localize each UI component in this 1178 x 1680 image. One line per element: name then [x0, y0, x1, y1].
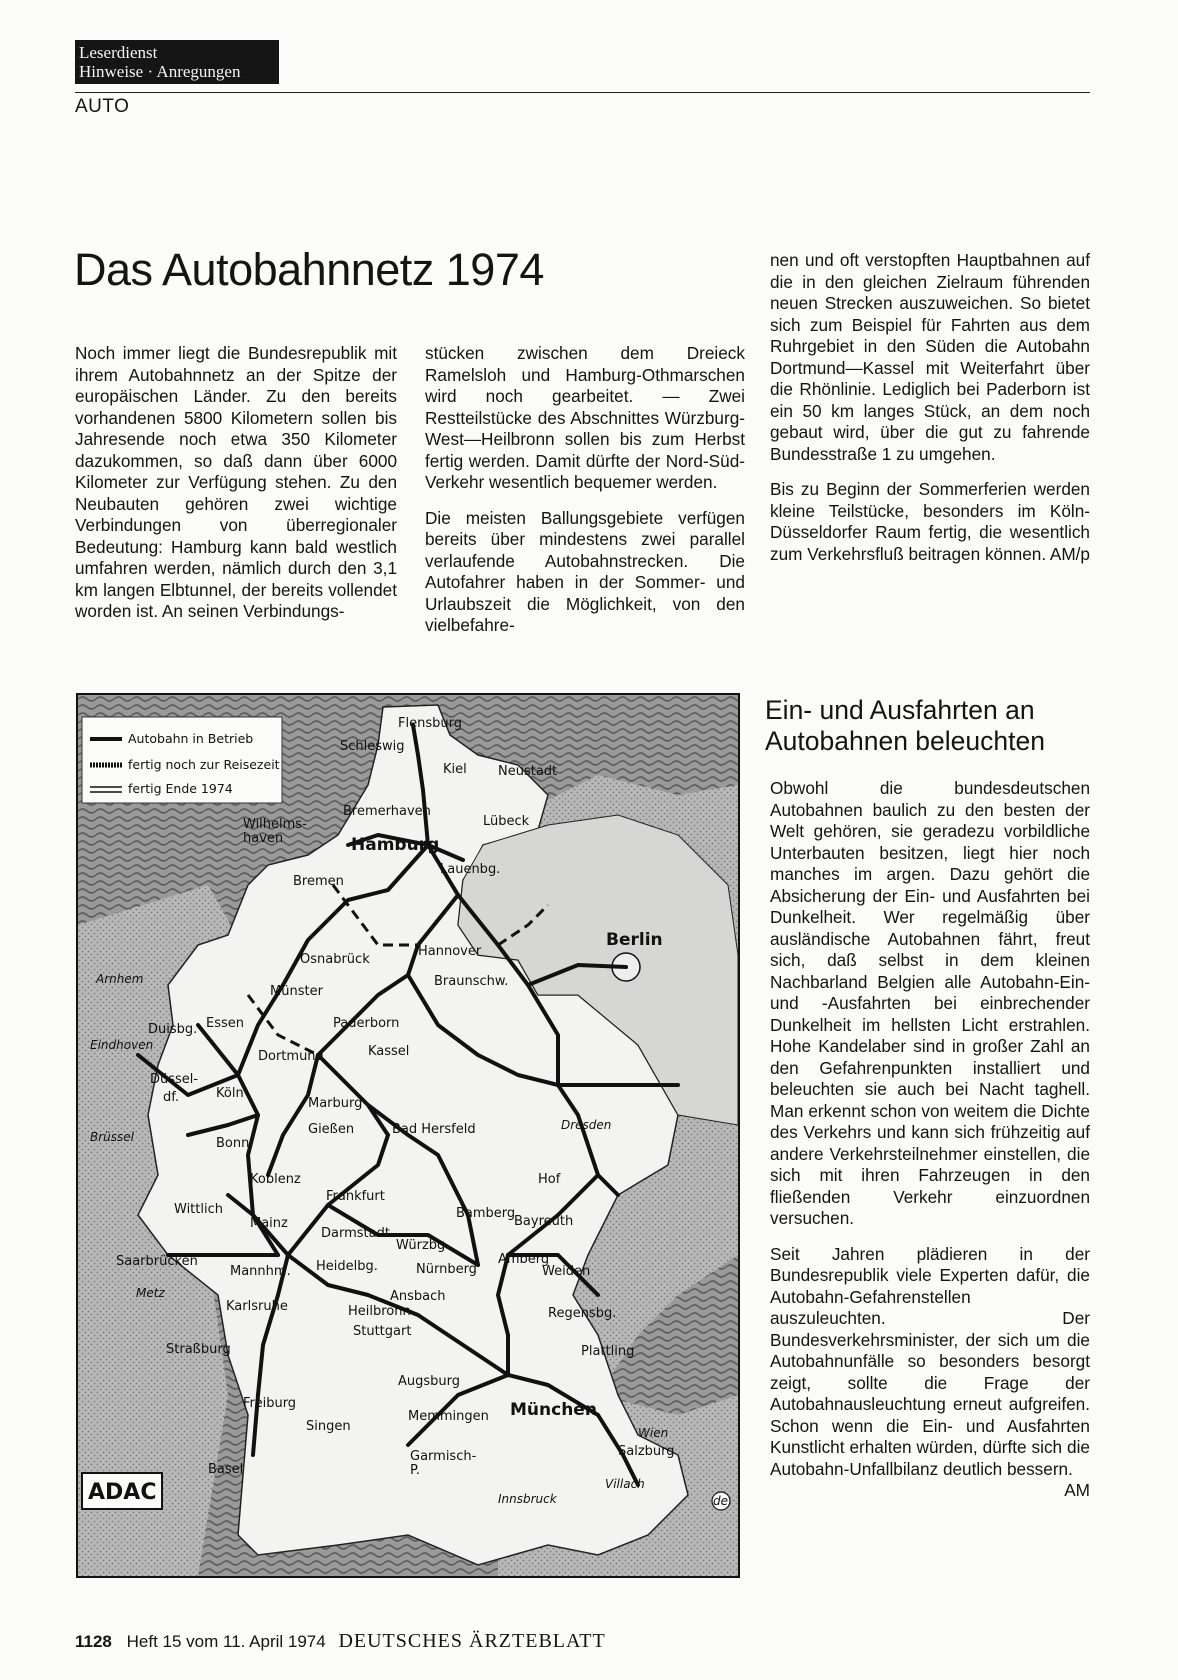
city-label-giessen: Gießen — [308, 1122, 355, 1137]
page-number: 1128 — [75, 1632, 112, 1651]
city-label-hof: Hof — [538, 1172, 561, 1187]
city-label-karlsruhe: Karlsruhe — [226, 1299, 288, 1314]
city-label-lauenbg: Lauenbg. — [440, 862, 501, 877]
city-label-df: df. — [163, 1090, 180, 1105]
author-signature: AM — [1064, 1480, 1090, 1500]
city-label-eindhoven: Eindhoven — [90, 1038, 154, 1052]
article-column-2 — [425, 343, 745, 651]
city-label-koblenz: Koblenz — [250, 1172, 301, 1187]
city-label-bonn: Bonn — [216, 1136, 250, 1151]
city-label-muenchen: München — [510, 1400, 597, 1420]
city-label-neustadt: Neustadt — [498, 764, 558, 779]
rubric-line-2: Hinweise · Anregungen — [79, 62, 241, 81]
city-label-basel: Basel — [208, 1462, 244, 1477]
city-label-darmstadt: Darmstadt — [321, 1226, 390, 1241]
city-label-koeln: Köln — [216, 1086, 244, 1101]
rubric-box — [75, 40, 279, 84]
city-label-mainz: Mainz — [250, 1216, 288, 1231]
city-label-wuerzbg: Würzbg. — [396, 1238, 450, 1253]
city-label-berlin: Berlin — [606, 930, 663, 950]
city-label-hamburg: Hamburg — [351, 835, 440, 855]
city-label-heilbronn: Heilbronn — [348, 1304, 411, 1319]
section-label: AUTO — [75, 96, 130, 117]
city-label-wilhelmshaven: Wilhelms-haven — [243, 817, 307, 846]
city-label-luebeck: Lübeck — [483, 814, 530, 829]
city-label-bayreuth: Bayreuth — [514, 1214, 574, 1229]
city-label-bruessel: Brüssel — [90, 1130, 134, 1144]
page-footer — [75, 1630, 606, 1653]
city-label-bad-hersfeld: Bad Hersfeld — [392, 1122, 476, 1137]
city-label-duisbg: Duisbg. — [148, 1022, 198, 1037]
city-label-salzburg: Salzburg — [618, 1444, 675, 1459]
paragraph: Die meisten Ballungsgebiete verfügen bereits über mindestens zwei parallel verlaufende Autobahnstrecken. Die Autofahrer haben in der Sommer- und Urlaubszeit die Möglichkeit, von den vielbefahre- — [425, 507, 745, 635]
city-label-osnabrueck: Osnabrück — [300, 952, 370, 967]
city-label-braunschw: Braunschw. — [434, 974, 509, 989]
city-label-innsbruck: Innsbruck — [498, 1492, 557, 1506]
city-label-strassburg: Straßburg — [166, 1342, 231, 1357]
legend-item-in-service: Autobahn in Betrieb — [128, 731, 254, 746]
city-label-memmingen: Memmingen — [408, 1409, 489, 1424]
city-label-heidelbg: Heidelbg. — [316, 1259, 378, 1274]
city-label-paderborn: Paderborn — [333, 1016, 400, 1031]
city-label-bremerhaven: Bremerhaven — [343, 804, 431, 819]
city-label-mannhm: Mannhm. — [230, 1264, 291, 1279]
article-column-3 — [770, 250, 1090, 579]
copyright-mark — [712, 1492, 730, 1510]
paragraph — [770, 1243, 1090, 1500]
rubric-line-1: Leserdienst — [79, 43, 158, 62]
city-label-freiburg: Freiburg — [243, 1396, 297, 1411]
city-label-hannover: Hannover — [418, 944, 482, 959]
city-label-amberg: Amberg — [498, 1252, 550, 1267]
paragraph-text: Bis zu Beginn der Sommerferien werden kleine Teilstücke, besonders im Köln-Düsseldorfer Raum fertig, die wesentlich zum Verkehrsfluß beitragen können. — [770, 479, 1090, 564]
adac-badge — [82, 1473, 162, 1509]
city-label-dresden: Dresden — [561, 1118, 612, 1132]
city-label-garmisch: Garmisch-P. — [410, 1449, 477, 1478]
paragraph: Obwohl die bundesdeutschen Autobahnen baulich zu den besten der Welt gehören, sie geradezu vorbildliche Unterbauten besitzen, liegt hier noch manches im argen. Dazu gehört die Absicherung der Ein- und Ausfahrten bei Dunkelheit. Wer regelmäßig über ausländische Autobahnen fährt, freut sich, daß selbst in dem kleinen Nachbarland Belgien alle Autobahn-Ein- und -Ausfahrten bei einbrechender Dunkelheit im hellsten Licht erstrahlen. Hohe Kandelaber sind in großer Zahl an den Gefahrenpunkten installiert und beleuchten sie auch bei Nacht taghell. Man erkennt schon von weitem die Dichte des Verkehrs und kann sich frühzeitig auf andere Verkehrsteilnehmer einstellen, die sich mit ihren Fahrzeugen in den fließenden Verkehr einzuordnen versuchen. — [770, 778, 1090, 1228]
issue-info: Heft 15 vom 11. April 1974 — [126, 1632, 326, 1651]
legend-item-ready-travel-season: fertig noch zur Reisezeit — [128, 757, 280, 772]
city-label-dortmund: Dortmund — [258, 1049, 324, 1064]
city-label-plattling: Plattling — [581, 1344, 635, 1359]
city-label-bamberg: Bamberg — [456, 1206, 516, 1221]
city-label-flensburg: Flensburg — [398, 716, 462, 731]
city-label-ansbach: Ansbach — [390, 1289, 446, 1304]
city-label-wien: Wien — [638, 1426, 669, 1440]
copyright-mark-text: de — [713, 1494, 728, 1508]
header-rule — [75, 92, 1090, 93]
city-label-weiden: Weiden — [542, 1264, 591, 1279]
city-label-frankfurt: Frankfurt — [326, 1189, 385, 1204]
city-label-augsburg: Augsburg — [398, 1374, 461, 1389]
autobahn-map-svg — [78, 695, 738, 1576]
journal-name: DEUTSCHES ÄRZTEBLATT — [338, 1630, 606, 1652]
city-label-stuttgart: Stuttgart — [353, 1324, 412, 1339]
city-label-schleswig: Schleswig — [340, 739, 405, 754]
city-label-metz: Metz — [136, 1286, 165, 1300]
city-label-singen: Singen — [306, 1419, 351, 1434]
article-column-1 — [75, 343, 397, 637]
article-2-title: Ein- und Ausfahrten an Autobahnen beleuchten — [765, 695, 1045, 756]
city-label-kassel: Kassel — [368, 1044, 410, 1059]
autobahn-map — [76, 693, 740, 1578]
city-label-duessel: Düssel- — [150, 1072, 199, 1087]
article-title: Das Autobahnnetz 1974 — [74, 244, 544, 295]
legend-item-ready-end-1974: fertig Ende 1974 — [128, 781, 233, 796]
adac-badge-text: ADAC — [88, 1480, 157, 1505]
city-label-nuernberg: Nürnberg — [416, 1262, 477, 1277]
city-label-regensbg: Regensbg. — [548, 1306, 617, 1321]
paragraph-text: Seit Jahren plädieren in der Bundesrepublik viele Experten dafür, die Autobahn-Gefahrenstellen auszuleuchten. Der Bundesverkehrsminister, der sich um die Autobahnunfälle so besonders besorgt zeigt, sollte die Frage der Autobahnausleuchtung erneut aufgreifen. Schon wenn die Ein- und Ausfahrten Kunstlicht erhalten würden, dürfte sich die Autobahn-Unfallbilanz deutlich bessern. — [770, 1243, 1090, 1479]
map-legend — [82, 717, 282, 803]
article-2-column — [770, 778, 1090, 1502]
city-label-villach: Villach — [605, 1477, 645, 1491]
author-signature: AM/p — [1049, 543, 1090, 564]
city-label-essen: Essen — [206, 1016, 244, 1031]
city-label-saarbruecken: Saarbrücken — [116, 1254, 198, 1269]
city-label-arnhem: Arnhem — [96, 972, 144, 986]
city-label-kiel: Kiel — [443, 762, 467, 777]
city-label-wittlich: Wittlich — [174, 1202, 223, 1217]
paragraph: Noch immer liegt die Bundesrepublik mit ihrem Autobahnnetz an der Spitze der europäischen Länder. Zu den bereits vorhandenen 5800 Kilometern sollen bis Jahresende noch etwa 350 Kilometer dazukommen, so daß dann über 6000 Kilometer zur Verfügung stehen. Zu den Neubauten gehören zwei wichtige Verbindungen von überregionaler Bedeutung: Hamburg kann bald westlich umfahren werden, nämlich durch den 3,1 km langen Elbtunnel, der bereits vollendet worden ist. An seinen Verbindungs- — [75, 343, 397, 621]
city-label-muenster: Münster — [270, 984, 323, 999]
paragraph: stücken zwischen dem Dreieck Ramelsloh und Hamburg-Othmarschen wird noch gearbeitet. — Zwei Restteilstücke des Abschnittes Würzburg-West—Heilbronn sollen bis zum Herbst fertig werden. Damit dürfte der Nord-Süd-Verkehr wesentlich bequemer werden. — [425, 343, 745, 492]
paragraph — [770, 479, 1090, 565]
city-label-bremen: Bremen — [293, 874, 344, 889]
city-label-marburg: Marburg — [308, 1096, 363, 1111]
paragraph: nen und oft verstopften Hauptbahnen auf die in den gleichen Zielraum führenden neuen Strecken auszuweichen. So bietet sich zum Beispiel für Fahrten aus dem Ruhrgebiet in den Süden die Autobahn Dortmund—Kassel mit Weiterfahrt über die Rhönlinie. Lediglich bei Paderborn ist ein 50 km langes Stück, an dem noch gebaut wird, über die gut zu fahrende Bundesstraße 1 zu umgehen. — [770, 250, 1090, 464]
